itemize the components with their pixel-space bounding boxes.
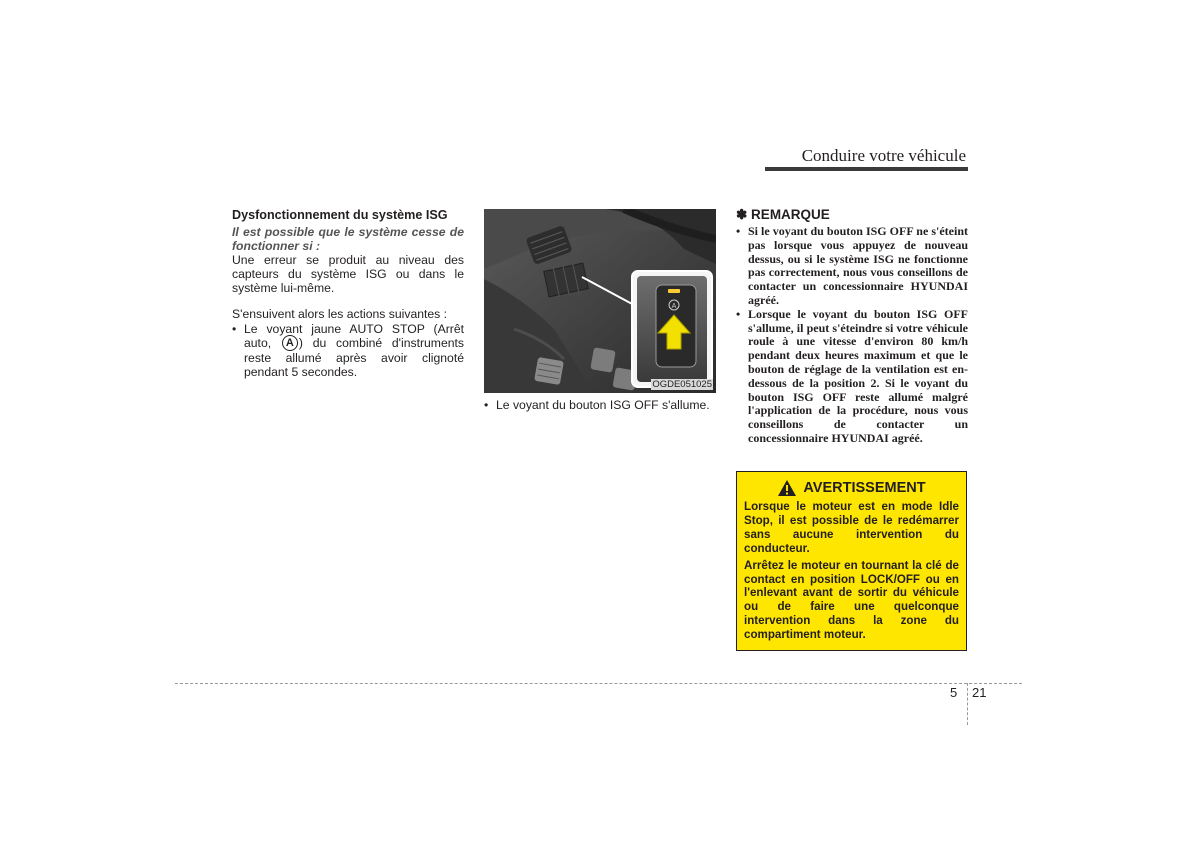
footer-rule	[175, 683, 1022, 684]
bullet-mark: •	[736, 224, 741, 238]
paragraph-error: Une erreur se produit au niveau des capteurs du système ISG ou dans le système lui-même.	[232, 253, 464, 295]
footer-vertical-rule	[967, 683, 968, 725]
bullet-mark: •	[736, 306, 741, 321]
warning-title: AVERTISSEMENT	[803, 480, 926, 496]
intro-italic-text: Il est possible que le système cesse de fonctionner si :	[232, 225, 464, 253]
list-item	[232, 322, 464, 379]
warning-box	[736, 471, 967, 651]
left-column	[232, 208, 464, 379]
section-heading: Dysfonctionnement du système ISG	[232, 208, 448, 222]
figure-bullet	[484, 397, 716, 412]
bullet-text	[244, 322, 464, 379]
page-number: 21	[972, 685, 987, 700]
remarque-item-1: Si le voyant du bouton ISG OFF ne s'éteint pas lorsque vous appuyez de nouveau dessus, ou si le système ISG ne fonctionne pas correctement, nous vous conseillons de contacter un concessionnaire HYUNDAI agréé.	[748, 224, 968, 307]
header-rule	[765, 167, 968, 171]
list-item	[484, 398, 716, 412]
chapter-number: 5	[950, 685, 958, 700]
bullet-text: Le voyant du bouton ISG OFF s'allume.	[496, 398, 710, 412]
bullet-text-part1: Le voyant jaune AUTO STOP (Arrêt auto,	[244, 322, 464, 350]
remarque-list	[736, 225, 968, 446]
paragraph-actions: S'ensuivent alors les actions suivantes :	[232, 307, 448, 321]
bullet-mark: •	[484, 398, 489, 412]
remarque-item-2: Lorsque le voyant du bouton ISG OFF s'allume, il peut s'éteindre si votre véhicule roule à une vitesse d'environ 80 km/h pendant deux heures maximum et que le bouton de réglage de la ventilation est en-dessous de la position 2. Si le voyant du bouton ISG OFF reste allumé malgré l'application de la procédure, nous vous conseillons de contacter un concessionnaire HYUNDAI agréé.	[748, 306, 968, 445]
right-column	[736, 207, 968, 446]
warning-header	[744, 479, 959, 497]
warning-paragraph-1: Lorsque le moteur est en mode Idle Stop, il est possible de le redémarrer sans aucune intervention du conducteur.	[744, 500, 959, 555]
section-header-title: Conduire votre véhicule	[801, 146, 966, 165]
auto-stop-symbol-icon: A	[282, 335, 298, 351]
list-item	[736, 225, 968, 308]
list-item	[736, 308, 968, 446]
warning-paragraph-2: Arrêtez le moteur en tournant la clé de contact en position LOCK/OFF ou en l'enlevant avant de sortir du véhicule ou de faire une quelconque intervention dans la zone du compartiment moteur.	[744, 558, 959, 642]
dashboard-isg-button-photo	[484, 209, 716, 393]
figure-code: OGDE051025	[652, 379, 712, 390]
bullet-text-part2: ) du combiné d'instruments reste allumé après avoir clignoté pendant 5 secondes.	[244, 336, 464, 379]
svg-text:A: A	[671, 303, 677, 310]
remarque-title: ✽ REMARQUE	[736, 207, 830, 222]
warning-triangle-icon	[777, 479, 797, 497]
dashboard-illustration	[484, 209, 716, 393]
bullet-mark: •	[232, 322, 237, 336]
